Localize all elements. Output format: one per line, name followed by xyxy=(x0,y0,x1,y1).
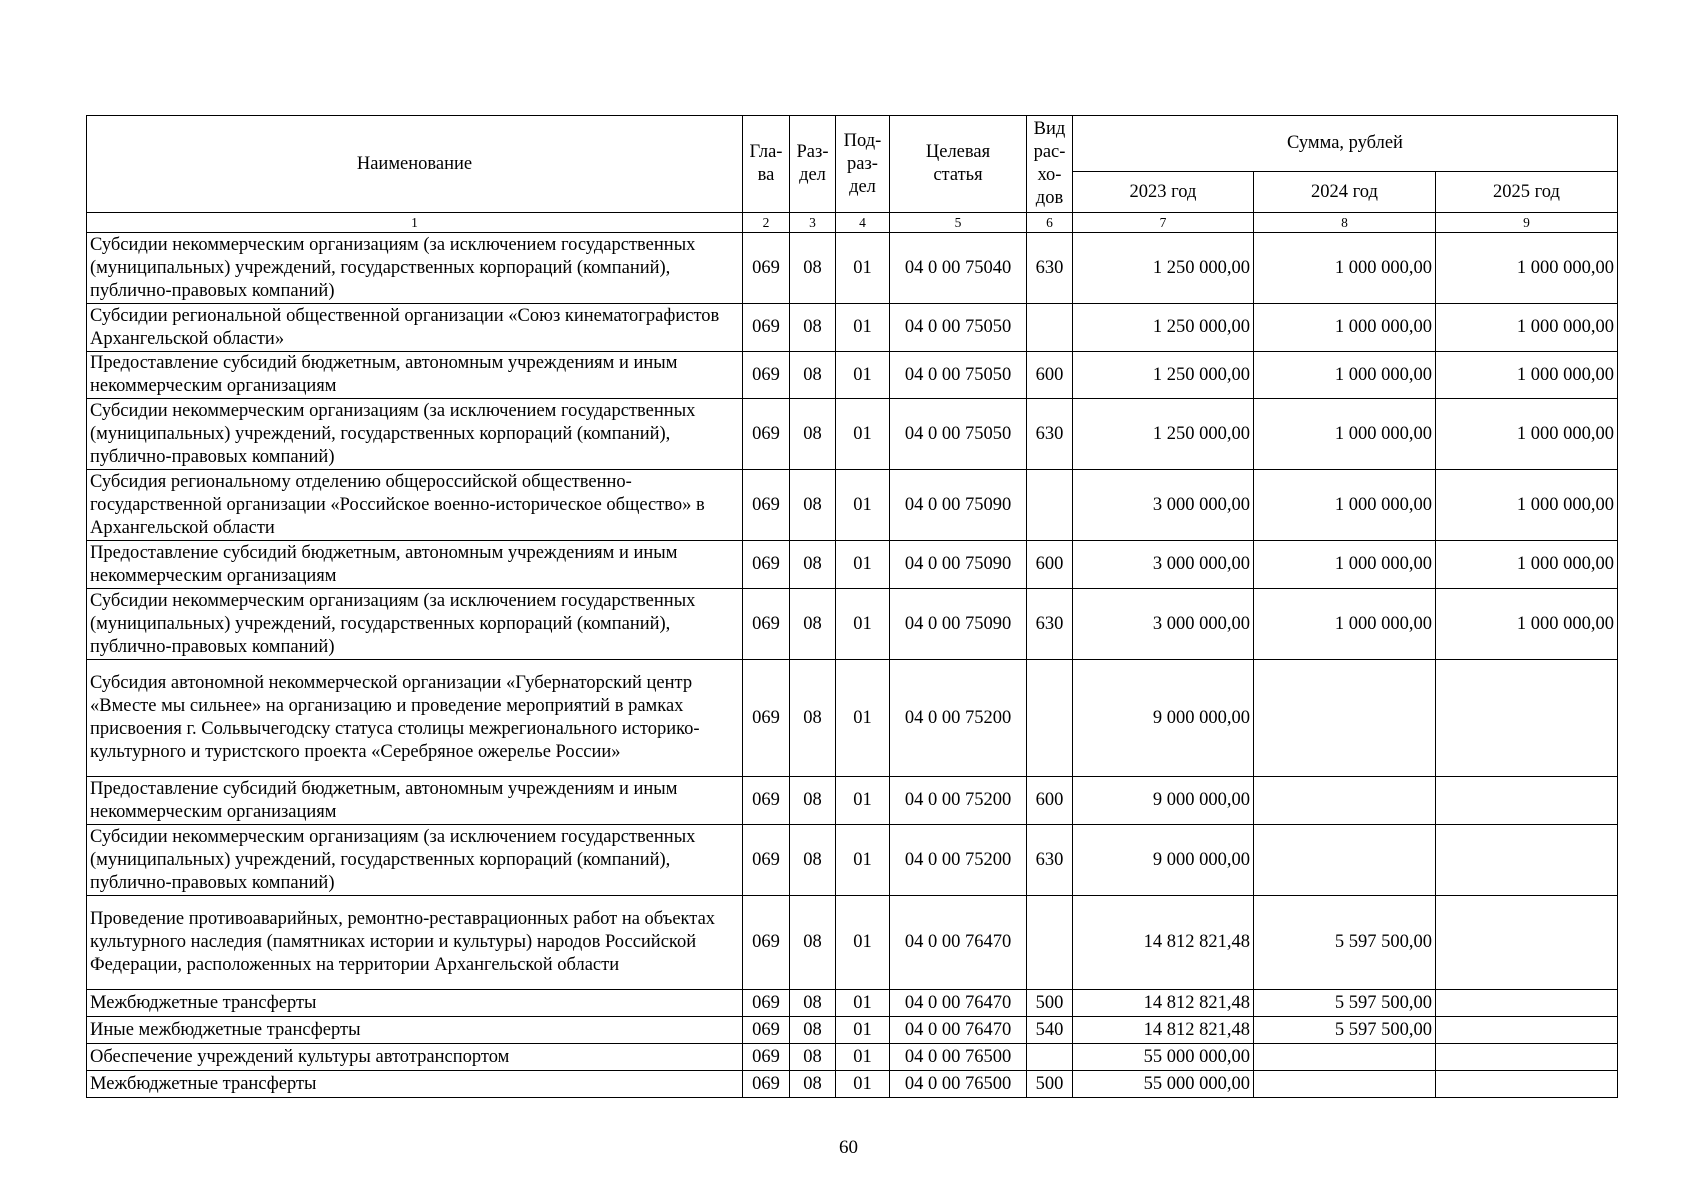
row-glava: 069 xyxy=(743,777,790,825)
col-number: 9 xyxy=(1436,213,1618,233)
row-vid-raskhodov xyxy=(1027,1044,1073,1071)
row-podrazdel: 01 xyxy=(836,589,890,660)
row-razdel: 08 xyxy=(790,1017,836,1044)
row-vid-raskhodov: 500 xyxy=(1027,990,1073,1017)
row-amount-2024 xyxy=(1254,660,1436,777)
row-glava: 069 xyxy=(743,589,790,660)
table-row xyxy=(87,1017,1618,1044)
row-vid-raskhodov: 500 xyxy=(1027,1071,1073,1098)
row-podrazdel: 01 xyxy=(836,990,890,1017)
row-amount-2024: 1 000 000,00 xyxy=(1254,352,1436,399)
row-vid-raskhodov: 630 xyxy=(1027,589,1073,660)
row-tselevaya-statya: 04 0 00 75200 xyxy=(890,825,1027,896)
row-tselevaya-statya: 04 0 00 76470 xyxy=(890,896,1027,990)
table-row xyxy=(87,304,1618,352)
row-razdel: 08 xyxy=(790,660,836,777)
row-amount-2023: 1 250 000,00 xyxy=(1073,399,1254,470)
row-razdel: 08 xyxy=(790,470,836,541)
row-vid-raskhodov: 600 xyxy=(1027,352,1073,399)
row-vid-raskhodov xyxy=(1027,660,1073,777)
row-tselevaya-statya: 04 0 00 75090 xyxy=(890,470,1027,541)
row-amount-2023: 14 812 821,48 xyxy=(1073,896,1254,990)
row-amount-2024: 1 000 000,00 xyxy=(1254,589,1436,660)
row-razdel: 08 xyxy=(790,1071,836,1098)
row-glava: 069 xyxy=(743,233,790,304)
row-tselevaya-statya: 04 0 00 75050 xyxy=(890,399,1027,470)
table-row xyxy=(87,825,1618,896)
row-amount-2023: 9 000 000,00 xyxy=(1073,660,1254,777)
row-tselevaya-statya: 04 0 00 75200 xyxy=(890,660,1027,777)
col-number: 3 xyxy=(790,213,836,233)
row-amount-2024 xyxy=(1254,1044,1436,1071)
row-amount-2023: 1 250 000,00 xyxy=(1073,352,1254,399)
row-tselevaya-statya: 04 0 00 76500 xyxy=(890,1044,1027,1071)
row-amount-2024: 5 597 500,00 xyxy=(1254,990,1436,1017)
table-row xyxy=(87,589,1618,660)
row-tselevaya-statya: 04 0 00 75090 xyxy=(890,589,1027,660)
row-name: Предоставление субсидий бюджетным, автономным учреждениям и иным некоммерческим организациям xyxy=(87,352,743,399)
col-number: 5 xyxy=(890,213,1027,233)
row-amount-2025: 1 000 000,00 xyxy=(1436,352,1618,399)
row-razdel: 08 xyxy=(790,541,836,589)
header-summa: Сумма, рублей xyxy=(1073,116,1618,172)
row-razdel: 08 xyxy=(790,589,836,660)
row-glava: 069 xyxy=(743,541,790,589)
row-razdel: 08 xyxy=(790,352,836,399)
row-name: Субсидия региональному отделению общероссийской общественно-государственной организации «Российское военно-историческое общество» в Архангельской области xyxy=(87,470,743,541)
header-year-2024: 2024 год xyxy=(1254,172,1436,213)
row-vid-raskhodov: 630 xyxy=(1027,825,1073,896)
table-row xyxy=(87,896,1618,990)
row-podrazdel: 01 xyxy=(836,896,890,990)
col-number: 4 xyxy=(836,213,890,233)
row-tselevaya-statya: 04 0 00 75050 xyxy=(890,304,1027,352)
row-podrazdel: 01 xyxy=(836,825,890,896)
row-name: Субсидии некоммерческим организациям (за исключением государственных (муниципальных) учреждений, государственных корпораций (компаний), публично-правовых компаний) xyxy=(87,399,743,470)
budget-table xyxy=(86,115,1618,1098)
table-row xyxy=(87,1044,1618,1071)
table-row xyxy=(87,399,1618,470)
row-podrazdel: 01 xyxy=(836,304,890,352)
row-amount-2025 xyxy=(1436,1044,1618,1071)
row-glava: 069 xyxy=(743,825,790,896)
row-amount-2024 xyxy=(1254,1071,1436,1098)
row-tselevaya-statya: 04 0 00 75050 xyxy=(890,352,1027,399)
row-glava: 069 xyxy=(743,399,790,470)
row-amount-2025: 1 000 000,00 xyxy=(1436,541,1618,589)
row-amount-2023: 3 000 000,00 xyxy=(1073,470,1254,541)
row-vid-raskhodov: 540 xyxy=(1027,1017,1073,1044)
row-amount-2024: 1 000 000,00 xyxy=(1254,541,1436,589)
row-tselevaya-statya: 04 0 00 76470 xyxy=(890,1017,1027,1044)
row-vid-raskhodov xyxy=(1027,304,1073,352)
row-name: Иные межбюджетные трансферты xyxy=(87,1017,743,1044)
row-tselevaya-statya: 04 0 00 75090 xyxy=(890,541,1027,589)
row-amount-2025 xyxy=(1436,660,1618,777)
row-name: Предоставление субсидий бюджетным, автономным учреждениям и иным некоммерческим организациям xyxy=(87,541,743,589)
row-razdel: 08 xyxy=(790,990,836,1017)
row-podrazdel: 01 xyxy=(836,1071,890,1098)
row-amount-2025 xyxy=(1436,1071,1618,1098)
table-row xyxy=(87,660,1618,777)
row-razdel: 08 xyxy=(790,1044,836,1071)
header-vid-raskhodov: Вид рас- хо- дов xyxy=(1027,116,1073,213)
row-podrazdel: 01 xyxy=(836,660,890,777)
row-glava: 069 xyxy=(743,352,790,399)
row-vid-raskhodov: 630 xyxy=(1027,233,1073,304)
row-amount-2023: 3 000 000,00 xyxy=(1073,589,1254,660)
row-name: Межбюджетные трансферты xyxy=(87,990,743,1017)
row-amount-2024: 1 000 000,00 xyxy=(1254,470,1436,541)
row-glava: 069 xyxy=(743,1017,790,1044)
row-amount-2025 xyxy=(1436,825,1618,896)
table-row xyxy=(87,233,1618,304)
row-name: Обеспечение учреждений культуры автотранспортом xyxy=(87,1044,743,1071)
row-glava: 069 xyxy=(743,304,790,352)
row-podrazdel: 01 xyxy=(836,399,890,470)
row-amount-2025 xyxy=(1436,896,1618,990)
col-number: 6 xyxy=(1027,213,1073,233)
row-podrazdel: 01 xyxy=(836,1017,890,1044)
row-glava: 069 xyxy=(743,1044,790,1071)
row-amount-2025: 1 000 000,00 xyxy=(1436,233,1618,304)
header-year-2023: 2023 год xyxy=(1073,172,1254,213)
row-glava: 069 xyxy=(743,990,790,1017)
row-tselevaya-statya: 04 0 00 75200 xyxy=(890,777,1027,825)
row-amount-2025: 1 000 000,00 xyxy=(1436,304,1618,352)
row-amount-2023: 55 000 000,00 xyxy=(1073,1044,1254,1071)
table-row xyxy=(87,777,1618,825)
header-podrazdel: Под- раз- дел xyxy=(836,116,890,213)
row-amount-2025: 1 000 000,00 xyxy=(1436,399,1618,470)
row-vid-raskhodov: 600 xyxy=(1027,777,1073,825)
row-amount-2023: 14 812 821,48 xyxy=(1073,1017,1254,1044)
table-row xyxy=(87,1071,1618,1098)
row-razdel: 08 xyxy=(790,896,836,990)
header-glava: Гла- ва xyxy=(743,116,790,213)
table-row xyxy=(87,541,1618,589)
header-razdel: Раз- дел xyxy=(790,116,836,213)
row-amount-2023: 1 250 000,00 xyxy=(1073,233,1254,304)
row-name: Предоставление субсидий бюджетным, автономным учреждениям и иным некоммерческим организациям xyxy=(87,777,743,825)
row-tselevaya-statya: 04 0 00 76500 xyxy=(890,1071,1027,1098)
row-amount-2025: 1 000 000,00 xyxy=(1436,470,1618,541)
row-glava: 069 xyxy=(743,1071,790,1098)
col-number: 7 xyxy=(1073,213,1254,233)
table-row xyxy=(87,990,1618,1017)
row-amount-2023: 9 000 000,00 xyxy=(1073,777,1254,825)
row-amount-2023: 55 000 000,00 xyxy=(1073,1071,1254,1098)
row-amount-2025 xyxy=(1436,1017,1618,1044)
col-number: 8 xyxy=(1254,213,1436,233)
row-amount-2024: 5 597 500,00 xyxy=(1254,1017,1436,1044)
col-number: 1 xyxy=(87,213,743,233)
row-podrazdel: 01 xyxy=(836,352,890,399)
header-name: Наименование xyxy=(87,116,743,213)
row-amount-2024: 1 000 000,00 xyxy=(1254,399,1436,470)
row-podrazdel: 01 xyxy=(836,233,890,304)
row-glava: 069 xyxy=(743,660,790,777)
row-amount-2023: 1 250 000,00 xyxy=(1073,304,1254,352)
row-vid-raskhodov xyxy=(1027,896,1073,990)
row-amount-2024: 1 000 000,00 xyxy=(1254,304,1436,352)
row-amount-2024 xyxy=(1254,777,1436,825)
row-podrazdel: 01 xyxy=(836,777,890,825)
header-tselevaya-statya: Целевая статья xyxy=(890,116,1027,213)
row-vid-raskhodov xyxy=(1027,470,1073,541)
row-amount-2023: 14 812 821,48 xyxy=(1073,990,1254,1017)
row-razdel: 08 xyxy=(790,233,836,304)
row-name: Проведение противоаварийных, ремонтно-реставрационных работ на объектах культурного наследия (памятниках истории и культуры) народов Российской Федерации, расположенных на территории Архангельской области xyxy=(87,896,743,990)
row-name: Межбюджетные трансферты xyxy=(87,1071,743,1098)
table-row xyxy=(87,470,1618,541)
row-name: Субсидии некоммерческим организациям (за исключением государственных (муниципальных) учреждений, государственных корпораций (компаний), публично-правовых компаний) xyxy=(87,589,743,660)
row-name: Субсидии некоммерческим организациям (за исключением государственных (муниципальных) учреждений, государственных корпораций (компаний), публично-правовых компаний) xyxy=(87,825,743,896)
row-amount-2025 xyxy=(1436,777,1618,825)
page-number: 60 xyxy=(839,1137,858,1158)
row-name: Субсидии некоммерческим организациям (за исключением государственных (муниципальных) учреждений, государственных корпораций (компаний), публично-правовых компаний) xyxy=(87,233,743,304)
row-podrazdel: 01 xyxy=(836,1044,890,1071)
row-amount-2024 xyxy=(1254,825,1436,896)
row-name: Субсидии региональной общественной организации «Союз кинематографистов Архангельской области» xyxy=(87,304,743,352)
row-razdel: 08 xyxy=(790,825,836,896)
col-number: 2 xyxy=(743,213,790,233)
row-razdel: 08 xyxy=(790,777,836,825)
budget-document xyxy=(86,115,1617,1098)
row-glava: 069 xyxy=(743,896,790,990)
table-row xyxy=(87,352,1618,399)
row-podrazdel: 01 xyxy=(836,470,890,541)
row-amount-2024: 1 000 000,00 xyxy=(1254,233,1436,304)
row-amount-2024: 5 597 500,00 xyxy=(1254,896,1436,990)
row-razdel: 08 xyxy=(790,399,836,470)
row-amount-2023: 3 000 000,00 xyxy=(1073,541,1254,589)
row-vid-raskhodov: 600 xyxy=(1027,541,1073,589)
table-body xyxy=(87,233,1618,1098)
row-podrazdel: 01 xyxy=(836,541,890,589)
row-tselevaya-statya: 04 0 00 76470 xyxy=(890,990,1027,1017)
row-amount-2025 xyxy=(1436,990,1618,1017)
row-glava: 069 xyxy=(743,470,790,541)
header-year-2025: 2025 год xyxy=(1436,172,1618,213)
row-vid-raskhodov: 630 xyxy=(1027,399,1073,470)
row-name: Субсидия автономной некоммерческой организации «Губернаторский центр «Вместе мы сильнее» на организацию и проведение мероприятий в рамках присвоения г. Сольвычегодску статуса столицы межрегионального историко-культурного и туристского проекта «Серебряное ожерелье России» xyxy=(87,660,743,777)
row-amount-2025: 1 000 000,00 xyxy=(1436,589,1618,660)
row-amount-2023: 9 000 000,00 xyxy=(1073,825,1254,896)
row-razdel: 08 xyxy=(790,304,836,352)
row-tselevaya-statya: 04 0 00 75040 xyxy=(890,233,1027,304)
